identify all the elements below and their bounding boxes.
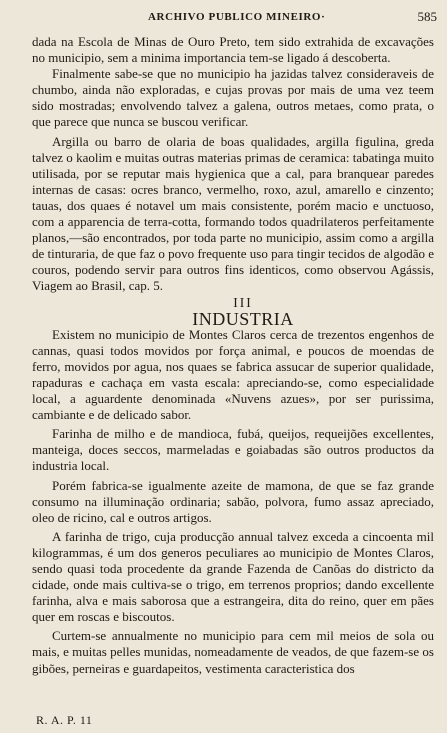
- paragraph: dada na Escola de Minas de Ouro Preto, tem sido extrahida de excavações no municipio, sem a minima importancia tem-se ligado á descoberta.: [32, 34, 434, 66]
- section-number: III: [233, 294, 253, 310]
- paragraph: Porém fabrica-se igualmente azeite de mamona, de que se faz grande consumo na illuminação ordinaria; sabão, polvora, fumo assaz apreciado, oleo de ricino, cal e outros artigos.: [32, 477, 434, 525]
- paragraph: Farinha de milho e de mandioca, fubá, queijos, requeijões excellentes, manteiga, doces seccos, marmeladas e goiabadas são outros productos da industria local.: [32, 426, 434, 474]
- paragraph: A farinha de trigo, cuja producção annual talvez exceda a cincoenta mil kilogrammas, é um dos generos peculiares ao municipio de Montes Claros, sendo quasi toda procedente da grande Fazenda de Canõas do districto da cidade, onde mais cultiva-se o trigo, em terrenos proprios; dando excellente farinha, alva e mais saborosa que a estrangeira, dita do reino, quer em pães quer em roscas e biscoutos.: [32, 528, 434, 625]
- footer-signature: R. A. P. 11: [36, 713, 93, 727]
- page-number: 585: [417, 9, 437, 24]
- paragraph: Finalmente sabe-se que no municipio ha jazidas talvez consideraveis de chumbo, ainda não exploradas, e cujas provas por mais de uma vez teem sido mostradas; envolvendo talvez a galena, outros metaes, como prata, o que parece que nunca se buscou verificar.: [32, 66, 434, 130]
- section-title: INDUSTRIA: [192, 308, 294, 329]
- body-text: [32, 34, 434, 677]
- header-title: ARCHIVO PUBLICO MINEIRO·: [148, 11, 326, 23]
- paragraph: Curtem-se annualmente no municipio para cem mil meios de sola ou mais, e muitas pelles munidas, nomeadamente de veados, de que fazem-se os gibões, perneiras e guardapeitos, vestimenta caracteristica dos: [32, 628, 434, 676]
- paragraph: Existem no municipio de Montes Claros cerca de trezentos engenhos de cannas, quasi todos movidos por força animal, e poucos de moendas de ferro, movidos por agua, nos quaes se fabrica assucar de superior qualidade, rapaduras e cachaça em vasta escala: apreciando-se, como especialidade local, a aguardente denominada «Nuvens azues», por ser purissima, cambiante e de delicado sabor.: [32, 326, 434, 423]
- paragraph: Argilla ou barro de olaria de boas qualidades, argilla figulina, greda talvez o kaolim e muitas outras materias primas de ceramica: tabatinga muito utilisada, por se reputar mais hygienica que a cal, para branquear paredes internas de casas: ocres branco, vermelho, roxo, azul, amarello e cinzento; tauas, dos quaes é notavel um mais consistente, porém macio e unctuoso, com a apparencia de terra-cotta, formando todos quadrilateros perfeitamente planos,—são encontrados, por toda parte no municipio, assim como a argilla de tinturaria, de que faz o povo frequente uso para tingir tecidos de algodão e couros, podendo servir para outros fins identicos, como observou Agássis, Viagem ao Brasil, cap. 5.: [32, 133, 434, 294]
- running-header: [0, 9, 447, 31]
